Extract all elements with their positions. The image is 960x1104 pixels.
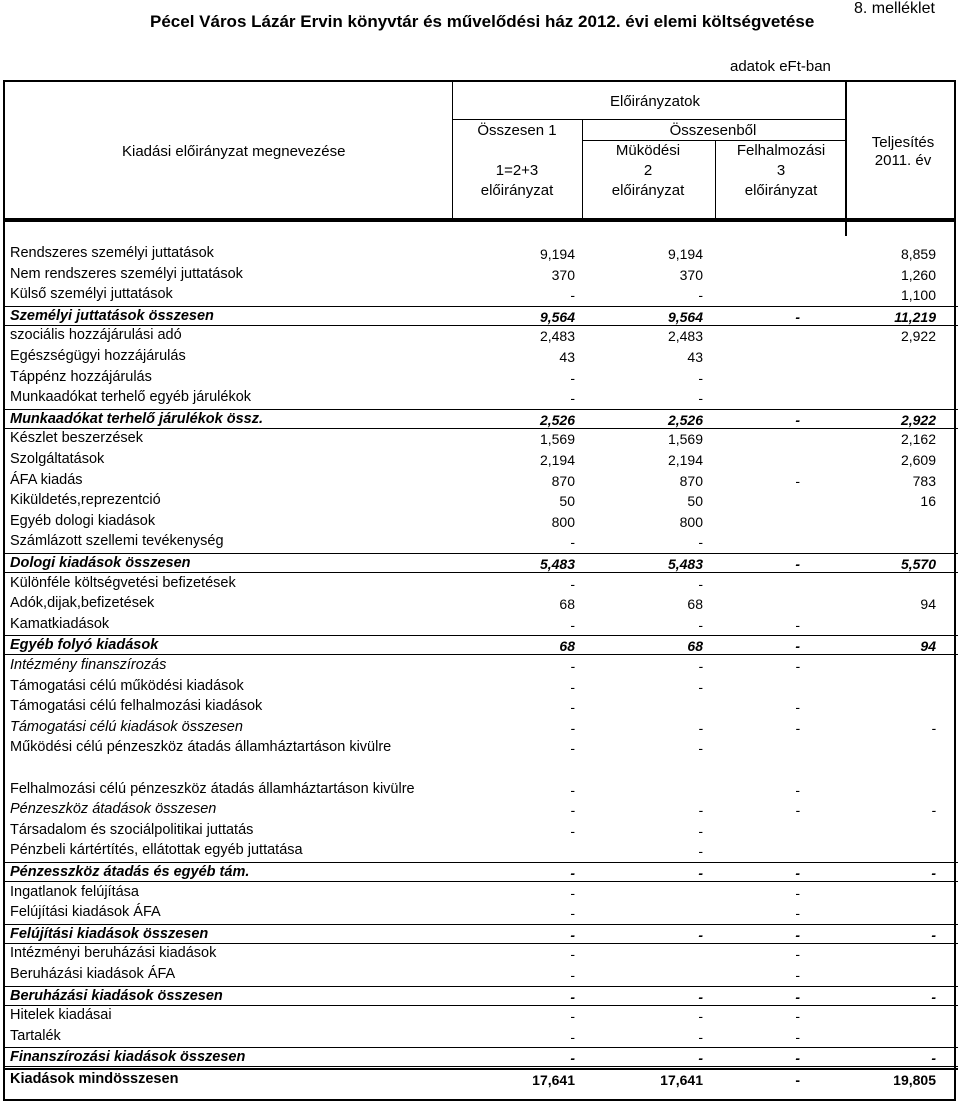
row-label: Különféle költségvetési befizetések <box>10 574 236 591</box>
table-row <box>5 1068 958 1088</box>
table-row <box>5 862 958 882</box>
table-row <box>5 615 958 635</box>
row-label: Készlet beszerzések <box>10 430 143 447</box>
unit-note: adatok eFt-ban <box>730 58 831 75</box>
table-row <box>5 965 958 985</box>
cell-operating: 370 <box>679 266 703 283</box>
header-divider <box>582 140 845 141</box>
header-op-l1: Müködési <box>615 142 681 159</box>
cell-capital: - <box>795 905 800 922</box>
cell-operating: 2,194 <box>667 452 703 468</box>
row-label: Egyéb dologi kiadások <box>10 512 156 529</box>
row-label: Munkaadókat terhelő egyéb járulékok <box>10 389 252 406</box>
cell-total: 2,483 <box>539 328 575 345</box>
row-label: Felújítási kiadások ÁFA <box>10 904 161 921</box>
cell-operating: 68 <box>687 596 703 613</box>
cell-capital: - <box>795 1050 800 1067</box>
cell-performance: 94 <box>920 596 936 613</box>
cell-performance: 8,859 <box>900 246 936 262</box>
cell-total: - <box>570 967 575 983</box>
row-label: szociális hozzájárulási adó <box>10 327 182 344</box>
row-label: Pénzbeli kártértítés, ellátottak egyéb juttatása <box>10 842 303 859</box>
cell-operating: - <box>698 926 703 943</box>
cell-total: 5,483 <box>539 556 575 572</box>
cell-performance: 16 <box>920 493 936 510</box>
header-name-column: Kiadási előirányzat megnevezése <box>122 143 346 160</box>
annex-label: 8. melléklet <box>854 0 935 17</box>
cell-performance: - <box>931 988 936 1005</box>
row-label: Finanszírozási kiadások összesen <box>10 1049 246 1066</box>
cell-total: - <box>570 822 575 839</box>
cell-total: - <box>570 1050 575 1067</box>
cell-total: - <box>570 369 575 386</box>
table-row <box>5 1047 958 1067</box>
row-label: Személyi juttatások összesen <box>10 307 214 324</box>
header-total-l2: 1=2+3 <box>495 162 539 179</box>
header-group-label: Előirányzatok <box>609 93 701 110</box>
table-row <box>5 986 958 1006</box>
row-label: Szolgáltatások <box>10 451 105 467</box>
cell-performance: - <box>931 802 936 819</box>
cell-capital: - <box>795 988 800 1005</box>
cell-operating: - <box>698 658 703 674</box>
table-row <box>5 285 958 305</box>
row-label: Intézményi beruházási kiadások <box>10 945 217 962</box>
row-label: Ingatlanok felújítása <box>10 883 139 900</box>
cell-capital: - <box>795 699 800 716</box>
row-label: Felhalmozási célú pénzeszköz átadás államháztartáson kivülre <box>10 780 415 797</box>
cell-capital: - <box>795 472 800 489</box>
cell-operating: - <box>698 843 703 860</box>
row-label: Táppénz hozzájárulás <box>10 368 152 385</box>
cell-operating: - <box>698 802 703 819</box>
cell-operating: - <box>698 616 703 633</box>
table-row <box>5 265 958 285</box>
row-label: ÁFA kiadás <box>10 471 83 488</box>
cell-operating: 50 <box>687 493 703 510</box>
cell-total: - <box>570 699 575 716</box>
table-row <box>5 574 958 594</box>
cell-operating: - <box>698 534 703 551</box>
cell-total: - <box>570 740 575 757</box>
cell-total: - <box>570 988 575 1005</box>
header-subgroup: Összesenből <box>669 122 757 139</box>
header-divider <box>715 140 716 220</box>
table-row <box>5 677 958 697</box>
cell-operating: - <box>698 1050 703 1067</box>
row-label: Működési célú pénzeszköz átadás államháztartáson kivülre <box>10 739 392 756</box>
cell-operating: - <box>698 1028 703 1045</box>
row-label: Kiküldetés,reprezentció <box>10 492 161 509</box>
body-divider <box>845 222 847 236</box>
table-body <box>3 220 956 1101</box>
table-row <box>5 883 958 903</box>
table-row <box>5 553 958 573</box>
header-divider <box>582 119 583 220</box>
cell-operating: - <box>698 287 703 304</box>
row-label: Egészségügyi hozzájárulás <box>10 348 186 364</box>
cell-total: - <box>570 781 575 798</box>
header-cap-l2: 3 <box>776 162 786 179</box>
cell-performance: - <box>931 865 936 881</box>
cell-total: 370 <box>551 266 575 283</box>
cell-total: 68 <box>559 596 575 613</box>
cell-capital: - <box>795 1072 800 1088</box>
table-row <box>5 491 958 511</box>
cell-capital: - <box>795 865 800 881</box>
header-op-l3: előirányzat <box>611 182 685 199</box>
table-row <box>5 903 958 923</box>
cell-capital: - <box>795 946 800 963</box>
header-perf-l2: 2011. év <box>874 152 932 169</box>
cell-total: - <box>570 390 575 407</box>
cell-operating: - <box>698 740 703 757</box>
cell-total: - <box>570 884 575 901</box>
cell-operating: 17,641 <box>660 1072 703 1088</box>
cell-operating: 1,569 <box>667 431 703 448</box>
cell-operating: - <box>698 575 703 592</box>
cell-total: 870 <box>551 472 575 489</box>
row-label: Intézmény finanszírozás <box>10 657 167 673</box>
cell-performance: 94 <box>920 638 936 655</box>
cell-total: 2,194 <box>539 452 575 468</box>
table-row <box>5 532 958 552</box>
cell-performance: 19,805 <box>893 1072 936 1088</box>
table-row <box>5 759 958 779</box>
cell-total: - <box>570 802 575 819</box>
table-row <box>5 429 958 449</box>
row-label: Társadalom és szociálpolitikai juttatás <box>10 821 254 838</box>
cell-capital: - <box>795 658 800 674</box>
row-label: Munkaadókat terhelő járulékok össz. <box>10 410 264 427</box>
cell-operating: - <box>698 390 703 407</box>
table-row <box>5 368 958 388</box>
table-row <box>5 697 958 717</box>
cell-total: 1,569 <box>539 431 575 448</box>
table-row <box>5 924 958 944</box>
header-divider <box>452 119 845 120</box>
table-row <box>5 1006 958 1026</box>
cell-performance: 2,162 <box>900 431 936 448</box>
cell-performance: 1,260 <box>900 266 936 283</box>
table-row <box>5 326 958 346</box>
table-row <box>5 800 958 820</box>
table-header <box>3 80 956 220</box>
table-row <box>5 244 958 264</box>
row-label: Hitelek kiadásai <box>10 1007 112 1024</box>
table-row <box>5 347 958 367</box>
cell-capital: - <box>795 556 800 572</box>
table-row <box>5 1027 958 1047</box>
cell-total: - <box>570 678 575 695</box>
table-row <box>5 471 958 491</box>
cell-operating: - <box>698 822 703 839</box>
cell-capital: - <box>795 884 800 901</box>
cell-capital: - <box>795 719 800 736</box>
table-row <box>5 656 958 676</box>
cell-total: - <box>570 905 575 922</box>
cell-total: 9,564 <box>539 308 575 325</box>
row-label: Beruházási kiadások összesen <box>10 987 223 1004</box>
cell-operating: 43 <box>687 349 703 365</box>
cell-total: 17,641 <box>532 1072 575 1088</box>
table-row <box>5 821 958 841</box>
header-total-l3: előirányzat <box>480 182 554 199</box>
header-divider <box>845 82 847 220</box>
cell-total: 50 <box>559 493 575 510</box>
row-label: Pénzesszköz átadás és egyéb tám. <box>10 864 250 880</box>
cell-capital: - <box>795 638 800 655</box>
cell-operating: 68 <box>687 638 703 655</box>
table-row <box>5 409 958 429</box>
cell-total: - <box>570 946 575 963</box>
cell-total: 43 <box>559 349 575 365</box>
header-total-l1: Összesen 1 <box>477 122 557 139</box>
cell-total: - <box>570 1028 575 1045</box>
row-label: Kiadások mindösszesen <box>10 1071 179 1087</box>
row-label: Adók,dijak,befizetések <box>10 595 155 612</box>
cell-operating: - <box>698 369 703 386</box>
table-row <box>5 841 958 861</box>
cell-total: 68 <box>559 638 575 655</box>
table-row <box>5 718 958 738</box>
cell-total: - <box>570 719 575 736</box>
cell-capital: - <box>795 616 800 633</box>
cell-total: - <box>570 534 575 551</box>
cell-operating: 5,483 <box>667 556 703 572</box>
cell-total: - <box>570 287 575 304</box>
row-label: Pénzeszköz átadások összesen <box>10 801 217 818</box>
cell-performance: 2,922 <box>900 328 936 345</box>
row-label: Egyéb folyó kiadások <box>10 637 159 654</box>
header-cap-l3: előirányzat <box>744 182 818 199</box>
cell-total: - <box>570 865 575 881</box>
row-label: Nem rendszeres személyi juttatások <box>10 265 243 282</box>
cell-total: - <box>570 658 575 674</box>
cell-operating: 9,564 <box>667 308 703 325</box>
cell-performance: - <box>931 926 936 943</box>
table-row <box>5 594 958 614</box>
header-perf-l1: Teljesítés <box>871 134 935 151</box>
row-label: Külső személyi juttatások <box>10 286 173 303</box>
cell-operating: - <box>698 1008 703 1025</box>
cell-performance: 5,570 <box>900 556 936 572</box>
cell-total: 2,526 <box>539 411 575 428</box>
cell-capital: - <box>795 1008 800 1025</box>
row-label: Dologi kiadások összesen <box>10 555 191 571</box>
cell-operating: - <box>698 988 703 1005</box>
cell-operating: 2,483 <box>667 328 703 345</box>
table-row <box>5 635 958 655</box>
cell-performance: 2,609 <box>900 452 936 468</box>
row-label: Támogatási célú működési kiadások <box>10 677 244 694</box>
cell-operating: - <box>698 865 703 881</box>
row-label: Számlázott szellemi tevékenység <box>10 533 224 550</box>
cell-performance: - <box>931 719 936 736</box>
cell-operating: 2,526 <box>667 411 703 428</box>
cell-operating: 870 <box>679 472 703 489</box>
row-label: Támogatási célú felhalmozási kiadások <box>10 698 263 715</box>
cell-performance: 11,219 <box>894 308 936 325</box>
table-row <box>5 780 958 800</box>
table-row <box>5 944 958 964</box>
header-divider <box>452 82 453 220</box>
cell-performance: 783 <box>912 472 936 489</box>
cell-total: 800 <box>551 513 575 530</box>
cell-total: - <box>570 616 575 633</box>
header-cap-l1: Felhalmozási <box>736 142 826 159</box>
table-row <box>5 738 958 758</box>
table-row <box>5 388 958 408</box>
cell-performance: - <box>931 1050 936 1067</box>
row-label: Kamatkiadások <box>10 615 110 632</box>
table-row <box>5 450 958 470</box>
cell-operating: 800 <box>679 513 703 530</box>
cell-capital: - <box>795 411 800 428</box>
cell-performance: 2,922 <box>900 411 936 428</box>
cell-total: - <box>570 926 575 943</box>
cell-total: 9,194 <box>539 246 575 262</box>
cell-capital: - <box>795 967 800 983</box>
cell-operating: - <box>698 719 703 736</box>
row-label: Felújítási kiadások összesen <box>10 925 209 942</box>
cell-capital: - <box>795 1028 800 1045</box>
cell-total: - <box>570 1008 575 1025</box>
cell-capital: - <box>795 781 800 798</box>
cell-capital: - <box>795 926 800 943</box>
cell-capital: - <box>795 308 800 325</box>
header-op-l2: 2 <box>643 162 653 179</box>
cell-operating: - <box>698 678 703 695</box>
table-row <box>5 306 958 326</box>
cell-operating: 9,194 <box>667 246 703 262</box>
cell-total: - <box>570 575 575 592</box>
row-label: Rendszeres személyi juttatások <box>10 245 214 261</box>
row-label: Beruházási kiadások ÁFA <box>10 966 176 982</box>
row-label: Tartalék <box>10 1027 61 1044</box>
table-row <box>5 512 958 532</box>
row-label: Támogatási célú kiadások összesen <box>10 718 243 735</box>
cell-capital: - <box>795 802 800 819</box>
cell-performance: 1,100 <box>900 287 936 304</box>
page-title: Pécel Város Lázár Ervin könyvtár és művelődési ház 2012. évi elemi költségvetése <box>150 12 815 31</box>
